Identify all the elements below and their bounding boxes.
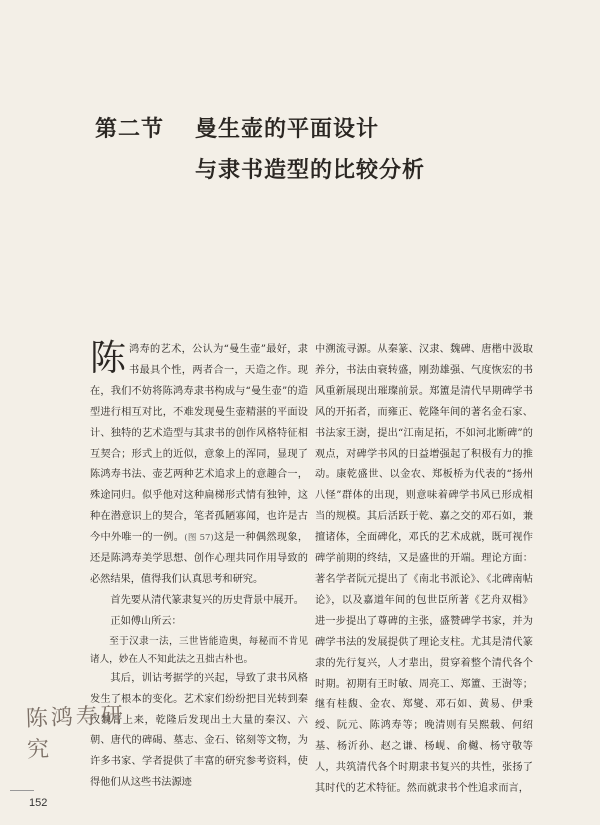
paragraph-3: 正如傅山所云：: [110, 615, 182, 627]
drop-cap: 陈: [90, 338, 127, 379]
paragraph-1: [90, 340, 308, 591]
quotation: 至于汉隶一法，三世皆能造奥，每秘而不肯见诸人，妙在人不知此法之丑拙古朴也。: [90, 635, 308, 665]
page-number: 152: [29, 797, 48, 809]
paragraph-4: 其后，训诂考据学的兴起，导致了隶书风格发生了根本的变化。艺术家们纷纷把目光转到秦汉魏晋上来，乾隆后发现出土大量的秦汉、六朝、唐代的碑碣、墓志、金石、铭刻等文物，为许多书家、学者提供了丰富的研究参考资料，使得他们从这些书法源迹: [90, 672, 308, 789]
figure-reference: (图 57): [184, 533, 214, 544]
page-number-rule: [10, 790, 34, 791]
book-logo: 陈鸿寿研究: [25, 703, 127, 763]
title-main: 曼生壶的平面设计: [195, 116, 380, 142]
paragraph-2: 首先要从清代篆隶复兴的历史背景中展开。: [110, 594, 304, 606]
title-line-2: 与隶书造型的比较分析: [195, 157, 426, 183]
right-column-text: 中溯流寻源。从秦篆、汉隶、魏碑、唐楷中汲取养分，书法由衰转盛，刚劲雄强、气度恢宏的书风重新展现出璀璨前景。郑簠是清代早期碑学书风的开拓者，而雍正、乾隆年间的著名金石家、书法家王澍，提出“江南足拓，不如河北断碑”的观点，对碑学书风的日益增强起了积极有力的推动。康乾盛世、以金农、郑板桥为代表的“扬州八怪”群体的出现，则意味着碑学书风已形成相当的规模。其后活跃于乾、嘉之交的邓石如，兼擅诸体，全面碑化，邓氏的艺术成就，既可视作碑学前期的终结，又是盛世的开端。理论方面：著名学者阮元提出了《南北书派论》、《北碑南帖论》，以及嘉道年间的包世臣所著《艺舟双楫》进一步提出了尊碑的主张，盛赞碑学书家，并为碑学书法的发展提供了理论支柱。尤其是清代篆隶的先行复兴，人才辈出，贯穿着整个清代各个时期。初期有王时敏、周亮工、郑簠、王澍等；继有桂馥、金农、郑燮、邓石如、黄易、伊秉绶、阮元、陈鸿寿等；晚清则有吴熙载、何绍基、杨沂孙、赵之谦、杨岘、俞樾、杨守敬等人，共筑清代各个时期隶书复兴的共性，张扬了其时代的艺术特征。然而就隶书个性追求而言，: [315, 344, 533, 795]
section-title: [95, 112, 535, 184]
section-label: 第二节: [95, 116, 165, 142]
title-line-1: [95, 112, 535, 143]
right-column: [315, 340, 533, 800]
paragraph-1-text: 鸿寿的艺术，公认为“曼生壶”最好，隶书最具个性，两者合一，天造之作。现在，我们不妨将陈鸿寿隶书构成与“曼生壶”的造型进行相互对比，不难发现曼生壶精湛的平面设计、独特的艺术造型与其隶书的创作风格特征相互契合；形式上的近似，意象上的浑同，显现了陈鸿寿书法、壶艺两种艺术追求上的意趣合一，殊途同归。似乎他对这种扁梯形式情有独钟，这种在潜意识上的契合，笔者孤陋寡闻，也许是古今中外唯一的一例。: [90, 344, 308, 544]
paragraph-1-tail: 这是一种偶然现象，还是陈鸿寿美学思想、创作心理共同作用导致的必然结果，值得我们认真思考和研究。: [90, 532, 309, 585]
